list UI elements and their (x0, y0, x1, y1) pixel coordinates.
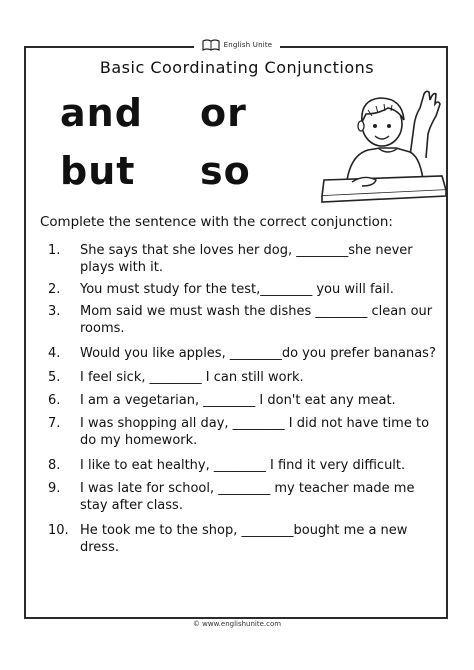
question-item (38, 457, 438, 474)
question-item (38, 303, 438, 337)
question-item (38, 480, 438, 514)
question-text: He took me to the shop, ________bought me a new dress. (80, 523, 408, 555)
question-text: I was shopping all day, ________ I did not have time to do my homework. (80, 416, 430, 448)
question-item (38, 392, 438, 409)
footer-copyright: © www.englishunite.com (192, 620, 282, 628)
question-text: I like to eat healthy, ________ I find it very difficult. (80, 458, 406, 473)
question-number: 3. (48, 304, 61, 319)
question-text: You must study for the test,________ you will fail. (80, 282, 394, 297)
brand-name: English Unite (223, 41, 273, 49)
question-text: She says that she loves her dog, ________she never plays with it. (80, 243, 413, 275)
question-text: Mom said we must wash the dishes ________ clean our rooms. (80, 304, 433, 336)
question-number: 6. (48, 393, 61, 408)
question-number: 4. (48, 346, 61, 361)
question-item (38, 369, 438, 386)
question-item (38, 345, 438, 362)
conjunction-or: or (200, 91, 247, 135)
brand-logo (194, 36, 281, 54)
question-text: Would you like apples, ________do you prefer bananas? (80, 346, 436, 361)
question-text: I feel sick, ________ I can still work. (80, 370, 304, 385)
student-raising-hand-illustration (318, 86, 450, 206)
question-item (38, 415, 438, 449)
question-number: 8. (48, 458, 61, 473)
conjunction-and: and (60, 91, 143, 135)
question-number: 7. (48, 416, 61, 431)
question-number: 10. (48, 523, 69, 538)
question-number: 2. (48, 282, 61, 297)
question-number: 5. (48, 370, 61, 385)
question-number: 9. (48, 481, 61, 496)
question-number: 1. (48, 243, 61, 258)
book-logo-icon (202, 38, 220, 52)
brand-header (0, 36, 474, 54)
question-text: I was late for school, ________ my teacher made me stay after class. (80, 481, 415, 513)
instruction-text: Complete the sentence with the correct conjunction: (40, 215, 393, 230)
question-text: I am a vegetarian, ________ I don't eat any meat. (80, 393, 396, 408)
question-list (38, 242, 438, 556)
conjunction-but: but (60, 149, 136, 193)
page-title: Basic Coordinating Conjunctions (99, 58, 375, 77)
question-item (38, 242, 438, 276)
question-item (38, 522, 438, 556)
question-item (38, 281, 438, 298)
conjunction-so: so (200, 149, 251, 193)
